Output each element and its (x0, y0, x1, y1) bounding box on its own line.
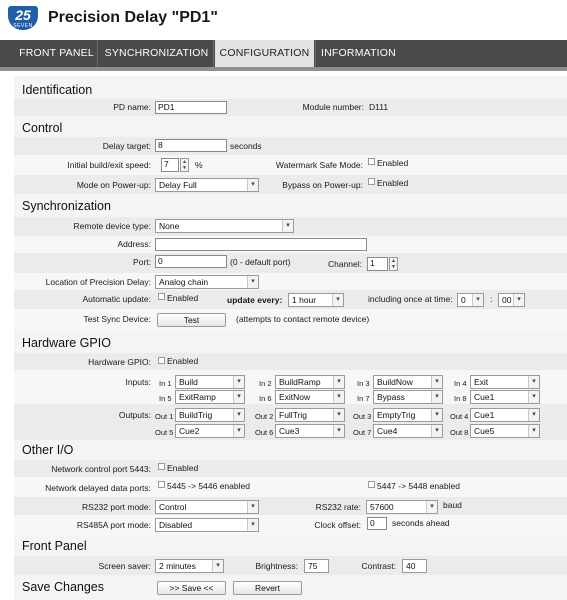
chevron-down-icon: ▾ (431, 391, 442, 403)
section-title-control: Control (22, 121, 63, 135)
input-1-label: In 1 (159, 379, 172, 388)
watermark-enabled-label: Enabled (377, 158, 409, 168)
tab-bar-shadow (0, 67, 567, 71)
clock-offset-unit: seconds ahead (392, 518, 450, 528)
chevron-down-icon: ▾ (233, 376, 244, 388)
section-title-hardware-gpio: Hardware GPIO (22, 336, 111, 350)
network-control-label: Network control port 5443: (51, 464, 151, 474)
screen-saver-select[interactable] (155, 559, 224, 573)
chevron-down-icon: ▾ (333, 409, 344, 421)
clock-offset-input[interactable]: 0 (367, 517, 387, 530)
section-title-front-panel: Front Panel (22, 539, 87, 553)
build-speed-input[interactable]: 7 (161, 158, 179, 172)
watermark-label: Watermark Safe Mode: (275, 160, 363, 170)
output-2-value: FullTrig (279, 410, 308, 420)
rs232-rate-select[interactable] (366, 500, 438, 514)
output-6-select[interactable] (275, 424, 345, 438)
revert-button[interactable]: Revert (233, 581, 302, 595)
chevron-down-icon: ▾ (247, 519, 258, 531)
input-8-select[interactable] (470, 390, 540, 404)
tab-front-panel[interactable]: FRONT PANEL (16, 40, 98, 67)
hour-value: 0 (461, 295, 466, 305)
brightness-label: Brightness: (255, 561, 298, 571)
input-6-value: ExitNow (279, 392, 311, 402)
logo-number: 25 (15, 7, 31, 23)
input-7-select[interactable] (373, 390, 443, 404)
build-speed-stepper[interactable] (180, 158, 189, 172)
bypass-checkbox[interactable] (368, 178, 375, 185)
input-1-value: Build (179, 377, 198, 387)
chevron-down-icon: ▾ (212, 560, 223, 572)
delay-unit: seconds (230, 141, 262, 151)
output-6-value: Cue3 (279, 426, 300, 436)
rs232-mode-label: RS232 port mode: (82, 502, 151, 512)
contrast-label: Contrast: (361, 561, 396, 571)
logo-text: SEVEN (13, 23, 33, 29)
location-select[interactable] (155, 275, 259, 289)
chevron-up-icon: ▲ (391, 258, 396, 264)
bypass-enabled-label: Enabled (377, 178, 409, 188)
output-4-select[interactable] (470, 408, 540, 422)
rs232-mode-value: Control (159, 502, 187, 512)
chevron-down-icon: ▾ (233, 425, 244, 437)
update-every-label: update every: (227, 295, 283, 305)
screen-saver-value: 2 minutes (159, 561, 196, 571)
chevron-down-icon: ▾ (233, 409, 244, 421)
bypass-label: Bypass on Power-up: (282, 180, 363, 190)
rs485-mode-value: Disabled (159, 520, 193, 530)
chevron-down-icon: ▾ (247, 179, 258, 191)
input-6-select[interactable] (275, 390, 345, 404)
output-5-value: Cue2 (179, 426, 200, 436)
chevron-down-icon: ▼ (182, 165, 187, 171)
test-sync-label: Test Sync Device: (83, 314, 151, 324)
output-1-select[interactable] (175, 408, 245, 422)
output-7-select[interactable] (373, 424, 443, 438)
input-7-value: Bypass (377, 392, 405, 402)
chevron-down-icon: ▾ (332, 294, 343, 306)
network-control-checkbox[interactable] (158, 463, 165, 470)
chevron-down-icon: ▾ (431, 409, 442, 421)
output-2-select[interactable] (275, 408, 345, 422)
output-3-label: Out 3 (353, 412, 372, 421)
section-title-identification: Identification (22, 83, 93, 97)
rs232-rate-value: 57600 (370, 502, 394, 512)
chevron-down-icon: ▾ (247, 501, 258, 513)
module-number-value: D111 (369, 102, 389, 112)
once-at-time-label: including once at time: (368, 294, 453, 304)
remote-device-label: Remote device type: (73, 221, 151, 231)
mode-select[interactable] (155, 178, 259, 192)
output-6-label: Out 6 (255, 428, 274, 437)
input-8-value: Cue1 (474, 392, 495, 402)
chevron-up-icon: ▲ (182, 159, 187, 165)
output-5-select[interactable] (175, 424, 245, 438)
address-input[interactable] (155, 238, 367, 251)
tab-information[interactable]: INFORMATION (315, 40, 401, 67)
input-1-select[interactable] (175, 375, 245, 389)
output-3-select[interactable] (373, 408, 443, 422)
input-3-label: In 3 (357, 379, 370, 388)
chevron-down-icon: ▾ (431, 376, 442, 388)
hardware-gpio-label: Hardware GPIO: (88, 357, 151, 367)
delay-target-input[interactable]: 8 (155, 139, 227, 152)
network-control-enabled-label: Enabled (167, 463, 199, 473)
chevron-down-icon: ▾ (528, 376, 539, 388)
build-speed-unit: % (195, 160, 203, 170)
input-7-label: In 7 (357, 394, 370, 403)
minute-select[interactable] (498, 293, 525, 307)
chevron-down-icon: ▾ (426, 501, 437, 513)
chevron-down-icon: ▾ (431, 425, 442, 437)
output-2-label: Out 2 (255, 412, 274, 421)
chevron-down-icon: ▾ (247, 276, 258, 288)
rs232-rate-label: RS232 rate: (315, 502, 361, 512)
contrast-value: 40 (406, 561, 416, 571)
port-5447-checkbox[interactable] (368, 481, 375, 488)
chevron-down-icon: ▾ (513, 294, 524, 306)
tab-configuration[interactable]: CONFIGURATION (215, 40, 314, 67)
tab-synchronization[interactable]: SYNCHRONIZATION (100, 40, 214, 67)
network-delayed-label: Network delayed data ports: (45, 483, 151, 493)
inputs-label: Inputs: (125, 377, 151, 387)
input-5-select[interactable] (175, 390, 245, 404)
output-8-value: Cue5 (474, 426, 495, 436)
test-sync-button[interactable]: Test (157, 313, 226, 327)
chevron-down-icon: ▾ (282, 220, 293, 232)
input-4-select[interactable] (470, 375, 540, 389)
input-5-value: ExitRamp (179, 392, 216, 402)
chevron-down-icon: ▾ (233, 391, 244, 403)
chevron-down-icon: ▾ (333, 391, 344, 403)
chevron-down-icon: ▾ (333, 425, 344, 437)
minute-value: 00 (502, 295, 512, 305)
clock-offset-label: Clock offset: (314, 520, 361, 530)
input-2-label: In 2 (259, 379, 272, 388)
auto-update-enabled-label: Enabled (167, 293, 199, 303)
channel-label: Channel: (327, 259, 362, 269)
time-separator: : (490, 294, 493, 304)
mode-label: Mode on Power-up: (76, 180, 151, 190)
rs232-mode-select[interactable] (155, 500, 259, 514)
port-5447-label: 5447 -> 5448 enabled (377, 481, 460, 491)
chevron-down-icon: ▾ (472, 294, 483, 306)
mode-value: Delay Full (159, 180, 197, 190)
input-6-label: In 6 (259, 394, 272, 403)
output-5-label: Out 5 (155, 428, 174, 437)
hour-select[interactable] (457, 293, 484, 307)
chevron-down-icon: ▾ (528, 425, 539, 437)
input-3-value: BuildNow (377, 377, 413, 387)
input-2-select[interactable] (275, 375, 345, 389)
rs485-mode-label: RS485A port mode: (76, 520, 151, 530)
input-8-label: In 8 (454, 394, 467, 403)
channel-stepper[interactable] (389, 257, 398, 271)
port-5445-label: 5445 -> 5446 enabled (167, 481, 250, 491)
chevron-down-icon: ▾ (333, 376, 344, 388)
pd-name-label: PD name: (113, 102, 151, 112)
rs485-mode-select[interactable] (155, 518, 259, 532)
contrast-select[interactable] (402, 559, 427, 573)
location-label: Location of Precision Delay: (45, 277, 151, 287)
input-4-value: Exit (474, 377, 489, 387)
auto-update-checkbox[interactable] (158, 293, 165, 300)
hardware-gpio-checkbox[interactable] (158, 357, 165, 364)
update-every-select[interactable] (288, 293, 344, 307)
chevron-down-icon: ▾ (528, 391, 539, 403)
chevron-down-icon: ▼ (391, 264, 396, 270)
outputs-label: Outputs: (118, 410, 151, 420)
channel-input[interactable]: 1 (367, 257, 388, 271)
section-title-other-io: Other I/O (22, 443, 74, 457)
baud-unit: baud (443, 500, 462, 510)
hardware-gpio-enabled-label: Enabled (167, 356, 199, 366)
output-4-value: Cue1 (474, 410, 495, 420)
section-title-save-changes: Save Changes (22, 580, 105, 594)
module-number-label: Module number: (302, 102, 364, 112)
port-5445-checkbox[interactable] (158, 481, 165, 488)
page-title: Precision Delay "PD1" (48, 9, 218, 26)
remote-device-select[interactable] (155, 219, 294, 233)
screen-saver-label: Screen saver: (98, 561, 151, 571)
output-7-value: Cue4 (377, 426, 398, 436)
logo (5, 6, 43, 34)
update-every-value: 1 hour (292, 295, 317, 305)
port-hint: (0 - default port) (230, 257, 291, 267)
delay-target-label: Delay target: (102, 141, 151, 151)
input-3-select[interactable] (373, 375, 443, 389)
auto-update-label: Automatic update: (82, 294, 151, 304)
brightness-value: 75 (308, 561, 318, 571)
address-label: Address: (117, 239, 151, 249)
port-label: Port: (133, 257, 151, 267)
build-speed-label: Initial build/exit speed: (67, 160, 151, 170)
output-7-label: Out 7 (353, 428, 372, 437)
input-5-label: In 5 (159, 394, 172, 403)
remote-device-value: None (159, 221, 180, 231)
test-sync-hint: (attempts to contact remote device) (236, 314, 370, 324)
header (0, 0, 567, 40)
output-8-select[interactable] (470, 424, 540, 438)
location-value: Analog chain (159, 277, 209, 287)
port-input[interactable]: 0 (155, 255, 227, 268)
output-1-value: BuildTrig (179, 410, 213, 420)
brightness-select[interactable] (304, 559, 329, 573)
save-button[interactable]: >> Save << (157, 581, 226, 595)
input-4-label: In 4 (454, 379, 467, 388)
input-2-value: BuildRamp (279, 377, 321, 387)
output-4-label: Out 4 (450, 412, 469, 421)
output-8-label: Out 8 (450, 428, 469, 437)
watermark-checkbox[interactable] (368, 158, 375, 165)
chevron-down-icon: ▾ (528, 409, 539, 421)
output-1-label: Out 1 (155, 412, 174, 421)
pd-name-input[interactable]: PD1 (155, 101, 227, 114)
section-title-synchronization: Synchronization (22, 199, 111, 213)
output-3-value: EmptyTrig (377, 410, 416, 420)
